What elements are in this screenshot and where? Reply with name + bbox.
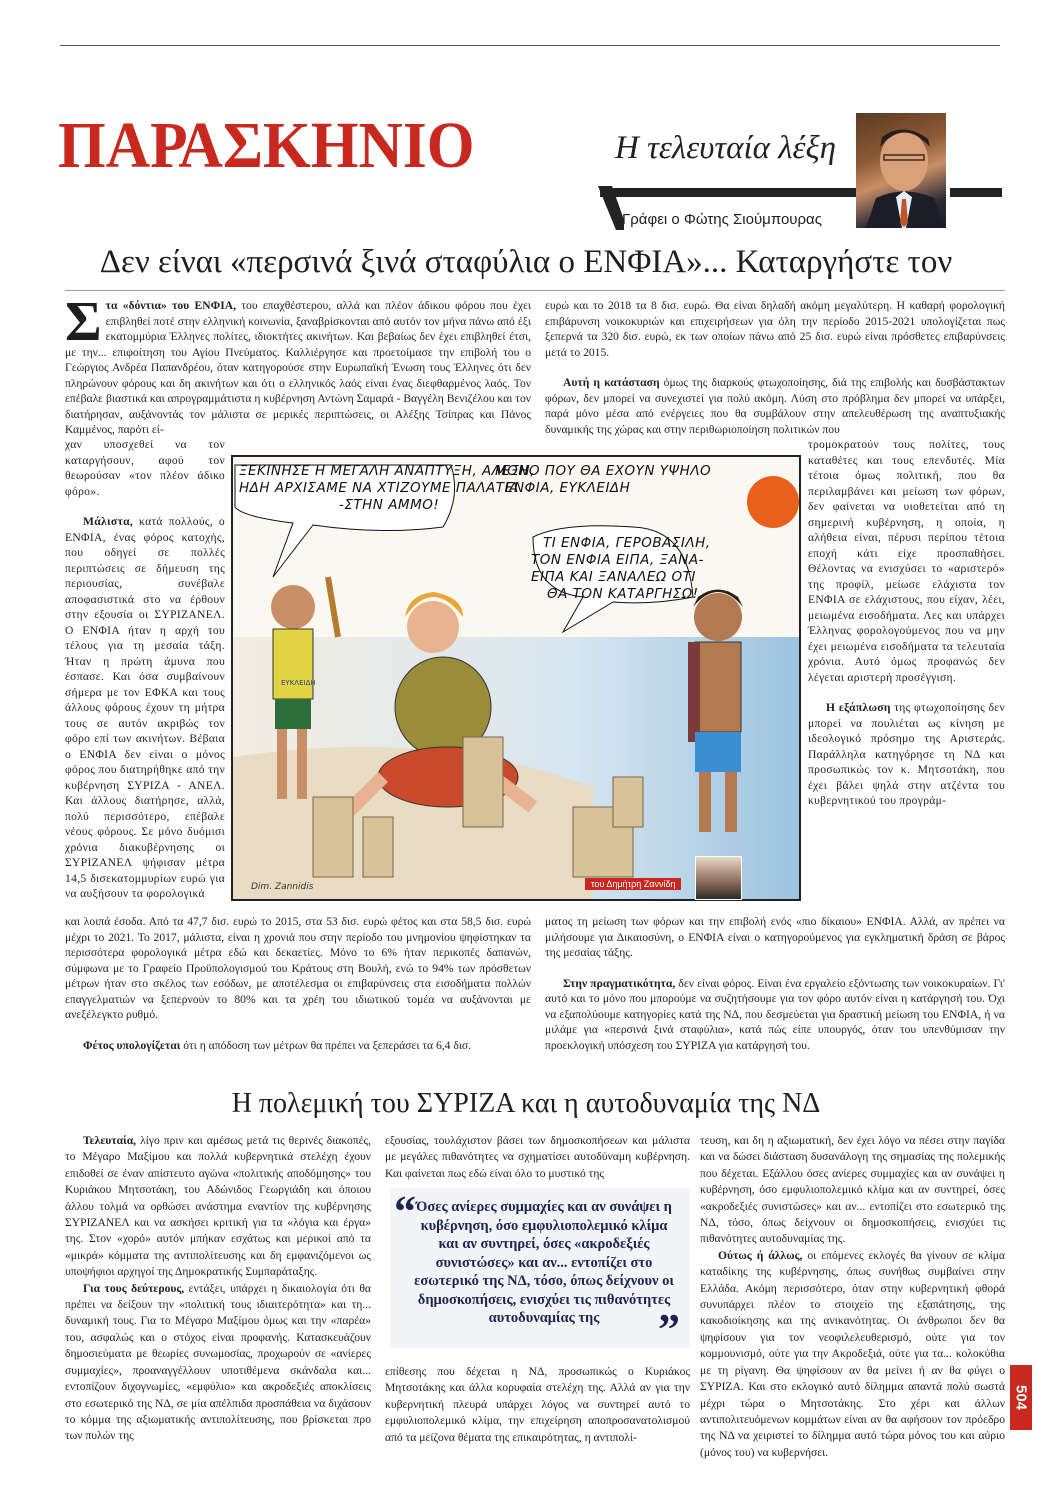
article2-headline: Η πολεμική του ΣΥΡΙΖΑ και η αυτοδυναμία της ΝΔ: [231, 1088, 821, 1119]
paragraph-text: της φτωχοποίησης δεν μπορεί να πουλιέται ως κίνηση με ιδεολογικό πρόσημο της Αριστεράς. Παράλληλα κατηγόρησε τη ΝΔ και προσωπικώς τον κ. Μητσοτάκη, που έχει βάλει ψηλά στην ατζέντα του κυβερνητικού του προγράμ-: [808, 701, 1005, 807]
paragraph: τρομοκρατούν τους πολίτες, τους καταθέτες και τους επενδυτές. Μία τέτοια όμως πολιτική, που θα περιλαμβάνει και μείωση των φόρων, δεν φαίνεται να υιοθετείται από τη σημερινή κυβέρνηση, η οποία, η αλήθεια είναι, πέρυσι περίπου τέτοια εποχή κάτι είχε προσπαθήσει. Θέλοντας να ενισχύσει το «αριστερό» της προφίλ, μείωσε ελάχιστα τον ΕΝΦΙΑ σε ελάχιστους, που είχαν, λέει, μειωμένα εισοδήματα. Λες και υπάρχει Έλληνας φορολογούμενος που να μην έχει μειωμένα εισοδήματα τα τελευταία χρόνια. Αυτό όμως προφανώς δεν λέγεται αριστερή προσέγγιση.: [808, 438, 1005, 684]
lead-in: Ούτως ή άλλως,: [718, 1248, 803, 1262]
speech-line: -ΣΤΗΝ ΑΜΜΟ!: [339, 497, 440, 513]
paragraph: επίθεσης που δέχεται η ΝΔ, προσωπικώς ο Κυριάκος Μητσοτάκης και άλλα κορυφαία στελέχη της. Αλλά αν για την κυβερνητική πλευρά υπάρχει λόγος να συντηρεί αυτό το εμφυλιοπολεμικό κλίμα, την επιχείρηση αποπροσανατολισμού από τα μείζονα θέματα της επικαιρότητας, η αντιπολί-: [385, 1365, 690, 1444]
paragraph-text: οι επόμενες εκλογές θα γίνουν σε κλίμα καταδίκης της κυβέρνησης, όπως συνήθως συμβαίνει στην Ελλάδα. Ακόμη περισσότερο, όταν στην κυβερνητική φθορά συνυπάρχει πλέον το στοιχείο της εξαπάτησης, της κακοδιοίκησης και της ανικανότητας. Οι άνθρωποι δεν θα ψηφίσουν για τον νεοφιλελευθερισμό, ούτε για τον κομμουνισμό, ούτε για την Ακροδεξιά, ούτε για τα... κολοκύθια με τη ρίγανη. Θα ψηφίσουν αν θα μείνει ή αν θα φύγει ο ΣΥΡΙΖΑ. Και στο εκλογικό αυτό δίλημμα απαντά πολύ σωστά μέχρι τώρα ο Μητσοτάκης. Στο χέρι και άλλων αντιπολιτευόμενων κομμάτων είναι αν θα αφήσουν τον πρόεδρο της ΝΔ να χειριστεί το δίλημμα αυτό τώρα μόνος του και αύριο (μόνος του) να κυβερνήσει.: [700, 1248, 1005, 1459]
paragraph-text: λίγο πριν και αμέσως μετά τις θερινές διακοπές, το Μέγαρο Μαξίμου και πολλά κυβερνητικά στελέχη έχουν επιδοθεί σε έναν απίστευτο αγώνα «πολιτικής αποδόμησης» του Κυριάκου Μητσοτάκη, του Αδώνιδος Γεωργιάδη και όποιου άλλου τολμά να ορθώσει ανάστημα εναντίον της κυβέρνησης ΣΥΡΙΖΑΝΕΛ και να ασκήσει κριτική για τα «λόγια και έργα» της. Στον «χορό» αυτόν μπήκαν εσχάτως και μερικοί από τα «μικρά» κόμματα της αντιπολίτευσης και δη εμφανιζόμενοι ως υποψήφιοι αρχηγοί της Δημοκρατικής Συμπαράταξης.: [65, 1134, 371, 1279]
speech-line: ΕΝΦΙΑ, ΕΥΚΛΕΙΔΗ: [505, 480, 631, 496]
lead-in: Αυτή η κατάσταση: [563, 376, 660, 389]
sun-icon: [747, 476, 799, 528]
top-rule: [60, 45, 1000, 46]
lead-in: Στην πραγματικότητα,: [563, 976, 676, 990]
speech-line: ΞΕΚΙΝΗΣΕ Η ΜΕΓΑΛΗ ΑΝΑΠΤΥΞΗ, ΑΛΕΞΗ,: [239, 463, 535, 479]
article1-right-column: [808, 437, 1005, 809]
article1-right-lower: [545, 914, 1005, 1053]
lead-in: Φέτος υπολογίζεται: [83, 1038, 181, 1052]
article2-column-2-top: [385, 1133, 690, 1182]
article2-column-3: [700, 1133, 1005, 1461]
drop-cap: Σ: [65, 291, 102, 353]
article2-column-1: [65, 1133, 371, 1445]
speech-line: ΕΙΠΑ ΚΑΙ ΞΑΝΑΛΕΩ ΟΤΙ: [531, 569, 696, 585]
speech-text-2: [495, 463, 711, 497]
close-quote-icon: ”: [658, 1305, 680, 1354]
editorial-cartoon: [231, 455, 801, 901]
paragraph: και λοιπά έσοδα. Από τα 47,7 δισ. ευρώ το 2015, στα 53 δισ. ευρώ φέτος και στα 58,5 δισ. ευρώ μέχρι το 2021. Το 2017, μάλιστα, είναι η χρονιά που στην περίοδο του μνημονίου ψηφίστηκαν τα περισσότερα φορολογικά μέτρα εδώ και δεκαετίες. Μόνο το 6% ήταν περικοπές δαπανών, σύμφωνα με το Γραφείο Προϋπολογισμού του Κράτους στη Βουλή, ενώ το 94% των πρόσθετων μέτρων ήταν στο σκέλος των εσόδων, με αποτέλεσμα οι επιβαρύνσεις στα εισοδήματα πολλών επαγγελματιών να ξεπερνούν το 80% και τα χρέη του ιδιωτικού τομέα να αυξάνονται με ανεξέλεγκτο ρυθμό.: [65, 915, 531, 1021]
paragraph: ευρώ και το 2018 τα 8 δισ. ευρώ. Θα είναι δηλαδή ακόμη μεγαλύτερη. Η καθαρή φορολογική επιβάρυνση νοικοκυριών και επιχειρήσεων για όλη την περίοδο 2015-2021 υπολογίζεται πως ξεπερνά τα 320 δισ. ευρώ, εκ των οποίων πάνω από 25 δισ. ευρώ είναι πρόσθετες επιβαρύνσεις μετά το 2015.: [545, 299, 1005, 359]
cartoon-caption: του Δημήτρη Ζαννίδη: [585, 878, 681, 890]
lead-in: Για τους δεύτερους,: [83, 1281, 185, 1295]
lead-in: Μάλιστα,: [83, 515, 134, 528]
shirt-text: ΕΥΚΛΕΙΔΗ: [281, 679, 316, 687]
column-name: Η τελευταία λέξη: [615, 130, 837, 166]
speech-line: ΤΟΝ ΕΝΦΙΑ ΕΙΠΑ, ΞΑΝΑ-: [531, 552, 704, 568]
byline: Γράφει ο Φώτης Σιούμπουρας: [622, 211, 822, 228]
header-bar: [600, 188, 856, 197]
pull-quote: [390, 1187, 690, 1354]
article1-left-column: [65, 437, 225, 902]
paragraph-text: ότι η απόδοση των μέτρων θα πρέπει να ξεπεράσει τα 6,4 δισ.: [180, 1038, 472, 1052]
author-portrait-icon: [856, 113, 946, 228]
article1-intro: [65, 291, 531, 438]
cartoonist-photo: [695, 856, 742, 900]
pull-quote-text: Όσες ανίερες συμμαχίες και αν συνάψει η κυβέρνηση, όσο εμφυλιοπολεμικό κλίμα και αν συντηρεί, όσες «ακροδεξιές συνιστώσες» και αν... εντοπίζει στο εσωτερικό της ΝΔ, τόσο, όπως δείχνουν οι δημοσκοπήσεις, ενισχύει τις πιθανότητες αυτοδυναμίας της: [414, 1199, 674, 1326]
speech-line: ΗΔΗ ΑΡΧΙΣΑΜΕ ΝΑ ΧΤΙΖΟΥΜΕ ΠΑΛΑΤΙΑ: [239, 480, 519, 496]
article-headline: Δεν είναι «περσινά ξινά σταφύλια ο ΕΝΦΙΑ»... Καταργήστε τον: [99, 244, 953, 280]
speech-line: ΤΙ ΕΝΦΙΑ, ΓΕΡΟΒΑΣΙΛΗ,: [543, 535, 711, 551]
section-title: ΠΑΡΑΣΚΗΝΙΟ: [58, 109, 475, 182]
lead-in: Τελευταία,: [83, 1134, 137, 1147]
paragraph: τευση, και δη η αξιωματική, δεν έχει λόγο να πέσει στην παγίδα και να δώσει διάσταση δυσανάλογη της σημασίας της πολεμικής που δέχεται. Εξάλλου όσες ανίερες συμμαχίες και αν συνάψει η κυβέρνηση, όσο εμφυλιοπολεμικό κλίμα και αν συντηρεί, όσες «ακροδεξιές συνιστώσες» και αν... εντοπίζει στο εσωτερικό της ΝΔ, τόσο, όπως δείχνουν οι δημοσκοπήσεις, ενισχύει τις πιθανότητες αυτοδυναμίας της.: [700, 1134, 1005, 1246]
paragraph-text: του επαχθέστερου, αλλά και πλέον άδικου φόρου που έχει επιβληθεί ποτέ στην ελληνική κοινωνία, ξαναβρίσκονται από αυτόν τον μήνα πάνω από έξι εκατομμύρια Έλληνες πολίτες, ιδιοκτήτες ακινήτων. Και βεβαίως δεν έχει επιβληθεί έτσι, με την... επιφοίτηση του Αγίου Πνεύματος. Καλλιέργησε και προετοίμασε την επιβολή του ο Γεώργιος Ανδρέα Παπανδρέου, όταν κατηγορούσε στην Ευρωπαϊκή Ένωση τους Έλληνες ότι δεν πληρώνουν φόρους και δη ακινήτων και ότι ο ελληνικός λαός είναι ένας διεφθαρμένος λαός. Τον επέβαλε βιαστικά και απρογραμμάτιστα η κυβέρνηση Αντώνη Σαμαρά - Βαγγέλη Βενιζέλου και τον διατήρησαν, αυξάνοντάς τον μάλιστα σε μερικές περιπτώσεις, οι Αλέξης Τσίπρας και Πάνος Καμμένος, παρότι εί-: [65, 299, 531, 436]
page-number-tab: [1010, 1365, 1032, 1430]
article1-left-lower: [65, 914, 531, 1053]
paragraph-text: κατά πολλούς, ο ΕΝΦΙΑ, ένας φόρος κατοχής, που οδηγεί σε πολλές περιπτώσεις σε δήμευση της περιουσίας, συνέβαλε αποφασιστικά στο να έρθουν στην εξουσία οι ΣΥΡΙΖΑΝΕΛ. Ο ΕΝΦΙΑ ήταν η αρχή του τέλους για τη μεσαία τάξη. Ήταν η πρώτη άμυνα που έσπασε. Και όσα συμβαίνουν σήμερα με τον ΕΦΚΑ και τους άλλους φόρους έχουν τη μήτρα τους σε αυτόν ακριβώς τον φόρο επί των ακινήτων. Βέβαια ο ΕΝΦΙΑ δεν είναι ο μόνος φόρος που διατηρήθηκε από την κυβέρνηση ΣΥΡΙΖΑ - ΑΝΕΛ. Και άλλους διατήρησε, αλλά, πολύ περισσότερο, επέβαλε νέους φόρους. Σε μόνο δυόμισι χρόνια διακυβέρνησης οι ΣΥΡΙΖΑΝΕΛ ψήφισαν μέτρα 14,5 δισεκατομμυρίων ευρώ για να αυξήσουν τα φορολογικά: [65, 515, 225, 900]
headline-rule: [65, 290, 1005, 291]
author-photo: [856, 113, 946, 228]
header-bar-right: [950, 188, 1002, 197]
speech-line: ΜΟΝΟ ΠΟΥ ΘΑ ΕΧΟΥΝ ΥΨΗΛΟ: [495, 463, 712, 479]
cartoon-signature: Dim. Zannidis: [251, 882, 314, 892]
paragraph-text: δεν είναι φόρος. Είναι ένα εργαλείο εξόντωσης των νοικοκυραίων. Γι' αυτό και το μόνο που μπορούμε να συζητήσουμε για τον φόρο αυτόν είναι η κατάργησή του. Όχι να εξαπολύουμε κατηγορίες κατά της ΝΔ, που δεσμεύεται για δραστική μείωση του ΕΝΦΙΑ, ή να μιλάμε για «περσινά ξινά σταφύλια», κατά πώς είπε υπουργός, όταν του υπενθύμισαν την προεκλογική υπόσχεση του ΣΥΡΙΖΑ για κατάργησή του.: [545, 976, 1005, 1052]
speech-line: ΘΑ ΤΟΝ ΚΑΤΑΡΓΗΣΩ!: [547, 586, 699, 602]
paragraph-text: όμως της διαρκούς φτωχοποίησης, διά της επιβολής και δυσβάστακτων φόρων, δεν μπορεί να συνεχιστεί για πολύ ακόμη. Λύση στο πρόβλημα δεν μπορεί να υπάρξει, παρά μόνο μέσα από ενέργειες που θα συμβάλουν στην απελευθέρωση της αναπτυξιακής δυναμικής της χώρας και στην περιθωριοποίηση πολιτικών που: [545, 376, 1005, 436]
page-number: 504: [1012, 1384, 1030, 1411]
paragraph: ματος τη μείωση των φόρων και την επιβολή ενός «πιο δίκαιου» ΕΝΦΙΑ. Αλλά, αν πρέπει να μιλήσουμε για Δικαιοσύνη, ο ΕΝΦΙΑ είναι ο κατηγορούμενος για εγκληματική δράση σε βάρος της μεσαίας τάξης.: [545, 915, 1005, 959]
speech-text-1: [239, 463, 535, 514]
open-quote-icon: “: [394, 1187, 416, 1236]
lead-in: τα «δόντια» του ΕΝΦΙΑ,: [105, 299, 237, 312]
paragraph: εξουσίας, τουλάχιστον βάσει των δημοσκοπήσεων και μάλιστα με μεγάλες πιθανότητες να σχηματίσει αυτοδύναμη κυβέρνηση. Και φαίνεται πως εδώ είναι όλο το μυστικό της: [385, 1134, 690, 1180]
article2-column-2-bottom: [385, 1364, 690, 1446]
article1-right-top: [545, 298, 1005, 437]
speech-text-3: [531, 535, 711, 603]
paragraph-text: εντάξει, υπάρχει η δικαιολογία ότι θα πρέπει να δείξουν την «πολιτική τους ιδιαιτερότητα» και τη... δυναμική τους. Για το Μέγαρο Μαξίμου όμως και την «παρέα» του, ασφαλώς και ο στόχος είναι προφανής. Κατασκευάζουν δημοσιεύματα με θεωρίες συνωμοσίας, προχωρούν σε «ανίερες συμμαχίες», προαναγγέλλουν υποτιθέμενα σκάνδαλα και... εντοπίζουν διχογνωμίες, «εμφύλιο» και ακροδεξιές αποκλίσεις στο εσωτερικό της ΝΔ, σε μία απέλπιδα προσπάθεια να διχάσουν το κόμμα της αξιωματικής αντιπολίτευσης, που βρίσκεται προ των πυλών της: [65, 1281, 371, 1443]
lead-in: Η εξάπλωση: [826, 701, 891, 714]
cartoon-drawing: [233, 457, 799, 899]
paragraph: χαν υποσχεθεί να τον καταργήσουν, αφού τον θεωρούσαν «τον πλέον άδικο φόρο».: [65, 438, 225, 498]
